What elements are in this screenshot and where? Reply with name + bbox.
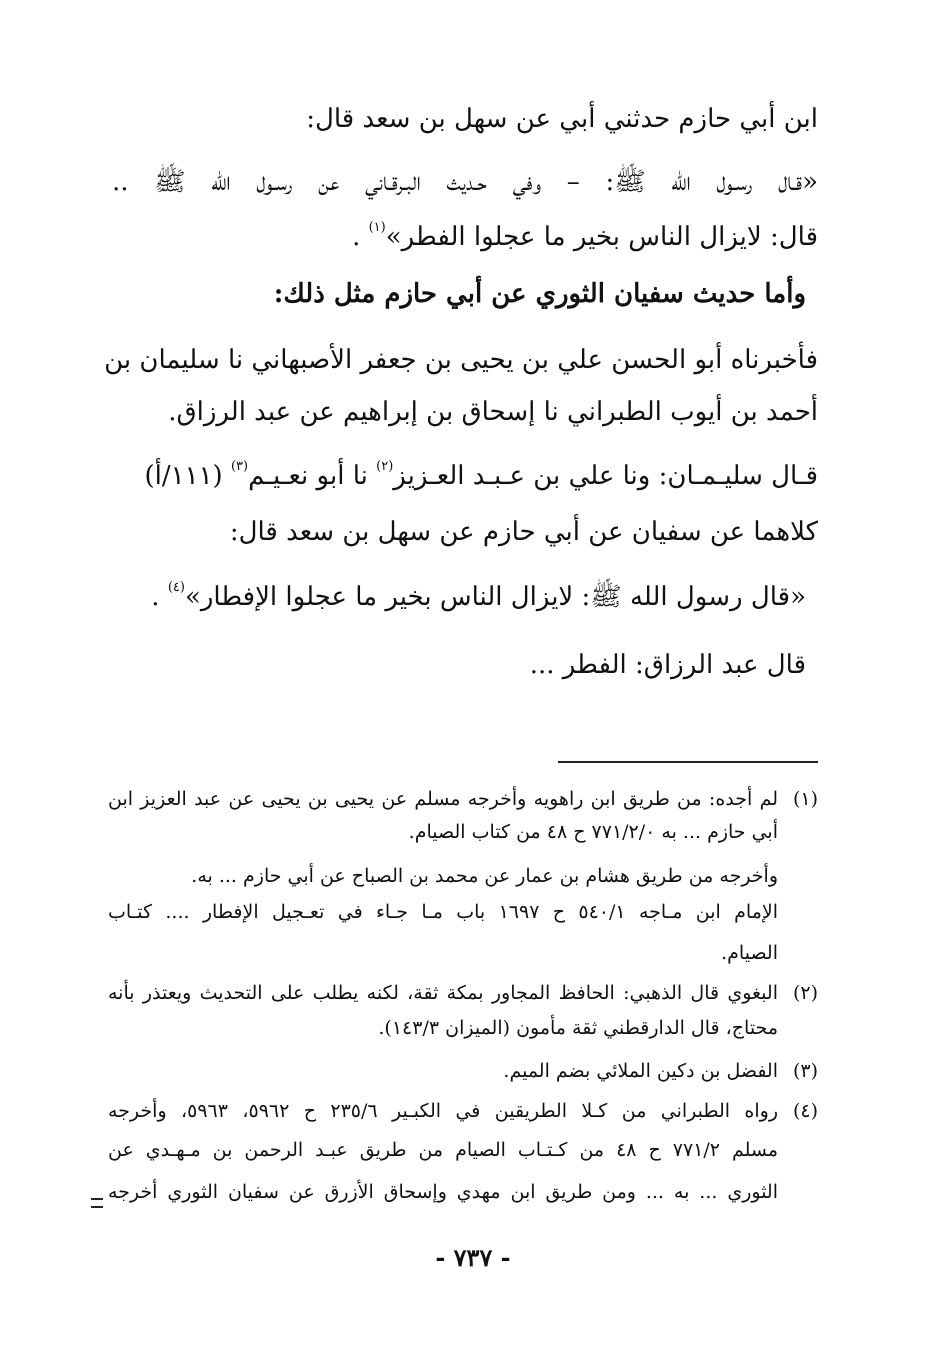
section-heading: وأما حديث سفيان الثوري عن أبي حازم مثل ذلك:	[273, 279, 806, 309]
footnote-1-line-5: الصيام.	[721, 942, 778, 964]
footnote-4-line-1	[108, 1097, 818, 1125]
footnote-number: (٤)	[792, 1100, 818, 1122]
footnote-number: (٢)	[792, 982, 818, 1004]
body-line-5: فأخبرناه أبو الحسن علي بن يحيى بن جعفر الأصبهاني نا سليمان بن	[104, 345, 818, 375]
body-line-7	[112, 456, 818, 496]
narration-text: قـال سليـمـان: ونا علي بن عـبـد العـزيز	[393, 461, 818, 491]
footnote-1-line-1	[108, 785, 818, 813]
line-end: .	[352, 222, 369, 252]
hadith-text: قال: لايزال الناس بخير ما عجلوا الفطر»	[385, 222, 818, 252]
narration-text-2: نا أبو نعـيـم	[248, 461, 377, 491]
hadith-text: «قال رسول الله ﷺ: لايزال الناس بخير ما عجلوا الإفطار»	[184, 582, 806, 612]
footnote-number: (١)	[792, 788, 818, 810]
body-line-3	[112, 217, 818, 257]
footnote-separator	[558, 761, 818, 763]
footnote-ref-3: (٣)	[230, 459, 249, 474]
footnote-4-line-2: مسلم ٧٧١/٢ ح ٤٨ من كـتـاب الصيام من طريق عبـد الرحمن بن مـهـدي عن	[108, 1139, 779, 1161]
body-line-9	[112, 577, 806, 617]
footnote-1-line-2: أبي حازم ... به ٧٧١/٢/٠ ح ٤٨ من كتاب الصيام.	[408, 821, 778, 843]
continuation-mark	[91, 1198, 103, 1208]
footnote-ref-2: (٢)	[376, 459, 394, 474]
footnote-number: (٣)	[792, 1060, 818, 1082]
footnote-text: الفضل بن دكين الملائي بضم الميم.	[503, 1060, 778, 1082]
footnote-2-line-2: محتاج، قال الدارقطني ثقة مأمون (الميزان ١٤٣/٣).	[378, 1017, 778, 1039]
footnote-text: البغوي قال الذهبي: الحافظ المجاور بمكة ثقة، لكنه يطلب على التحديث ويعتذر بأنه	[108, 982, 778, 1004]
footnote-text: رواه الطبراني من كـلا الطريقين في الكبـير ٢٣٥/٦ ح ٥٩٦٢، ٥٩٦٣، وأخرجه	[108, 1100, 778, 1122]
page-number: - ٧٣٧ -	[435, 1243, 511, 1272]
body-line-10: قال عبد الرزاق: الفطر ...	[529, 650, 806, 680]
footnote-3-line-1	[108, 1057, 818, 1085]
body-line-1: ابن أبي حازم حدثني أبي عن سهل بن سعد قال:	[306, 104, 818, 134]
body-line-8: كلاهما عن سفيان عن أبي حازم عن سهل بن سعد قال:	[229, 517, 818, 547]
body-line-2: «قـال رسـول الله ﷺ: – وفي حـديث البـرقـاني عن رسـول الله ﷺ ..	[112, 167, 818, 197]
footnote-text: لم أجده: من طريق ابن راهويه وأخرجه مسلم عن يحيى بن يحيى عن عبد العزيز ابن	[108, 788, 778, 810]
footnote-1-line-3: وأخرجه من طريق هشام بن عمار عن محمد بن الصباح عن أبي حازم ... به.	[191, 865, 778, 887]
footnote-1-line-4: الإمام ابن مـاجه ٥٤٠/١ ح ١٦٩٧ باب مـا جـاء في تعـجيل الإفطار .... كتـاب	[108, 901, 778, 923]
footnote-4-line-3: الثوري ... به ... ومن طريق ابن مهدي وإسحاق الأزرق عن سفيان الثوري أخرجه	[108, 1181, 778, 1203]
line-end: .	[151, 582, 168, 612]
folio-marker: (١١١/أ)	[144, 461, 231, 491]
footnote-ref-1: (١)	[368, 220, 386, 235]
footnote-ref-4: (٤)	[167, 580, 185, 595]
body-line-6: أحمد بن أيوب الطبراني نا إسحاق بن إبراهيم عن عبد الرزاق.	[168, 397, 818, 427]
footnote-2-line-1	[108, 979, 818, 1007]
